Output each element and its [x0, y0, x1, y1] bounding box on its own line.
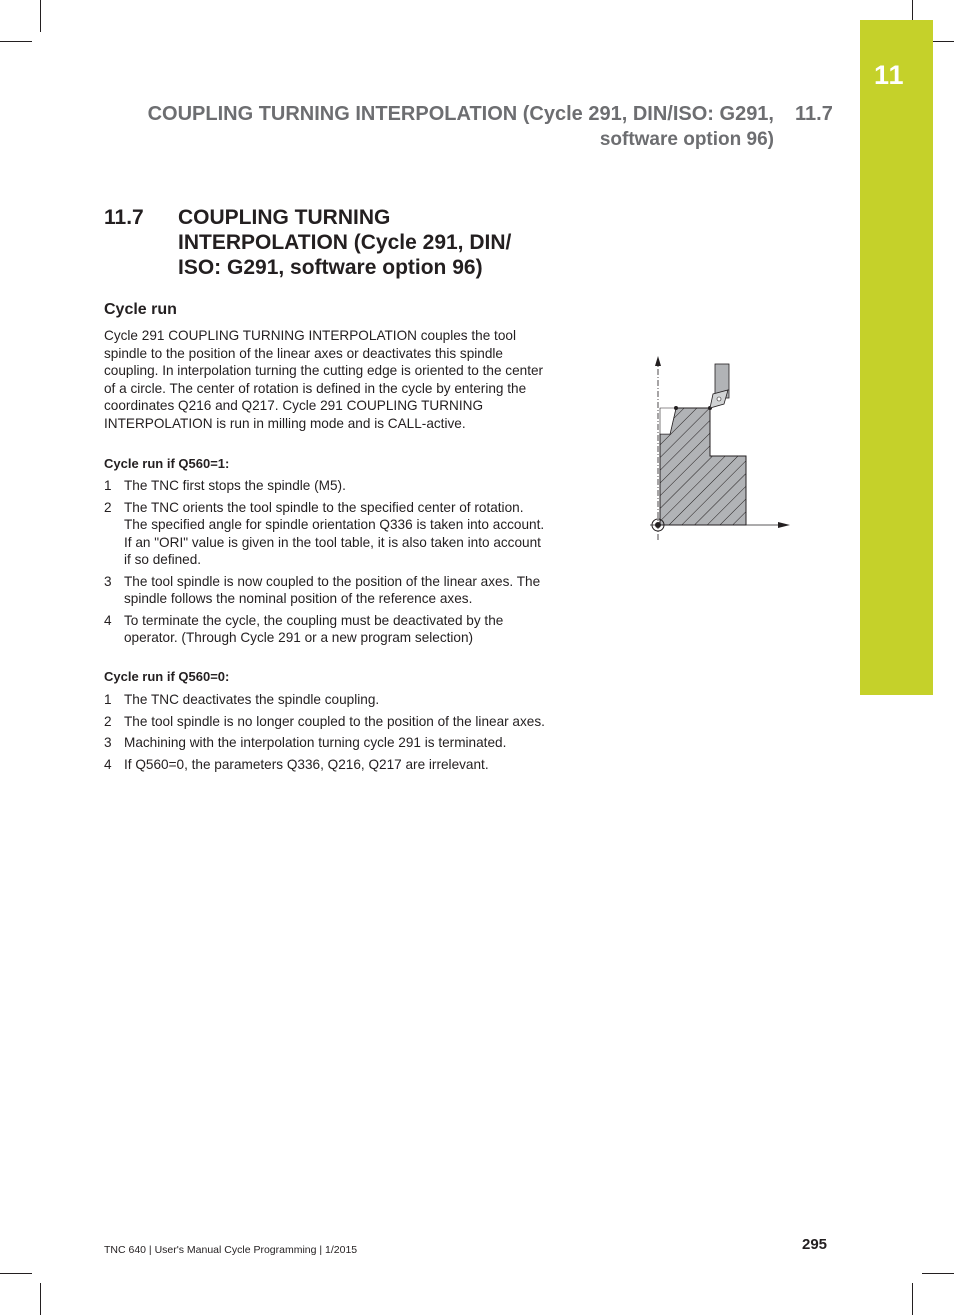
page-number: 295 [802, 1236, 828, 1253]
crop-mark [0, 41, 32, 42]
step-text: The tool spindle is no longer coupled to the position of the linear axes. [124, 713, 545, 729]
section-number: 11.7 [104, 206, 144, 229]
vertical-axis-arrow [655, 356, 661, 366]
run-q0-steps [104, 691, 549, 777]
crop-mark [0, 1273, 32, 1274]
step-number: 3 [104, 735, 112, 750]
step-text: The TNC first stops the spindle (M5). [124, 478, 346, 493]
list-item [104, 573, 549, 608]
step-text: Machining with the interpolation turning cycle 291 is terminated. [124, 735, 507, 750]
workpiece-hatched [660, 408, 746, 525]
running-header-line2: software option 96) [599, 129, 774, 150]
chapter-tab [860, 20, 933, 695]
run-q1-steps [104, 477, 549, 651]
running-header-line1: COUPLING TURNING INTERPOLATION (Cycle 291, DIN/ISO: G291, [147, 103, 774, 125]
step-text: To terminate the cycle, the coupling must be deactivated by the operator. (Through Cycle 291 or a new program selection) [124, 612, 504, 645]
section-title: COUPLING TURNING INTERPOLATION (Cycle 291, DIN/ ISO: G291, software option 96) [178, 206, 512, 279]
list-item [104, 499, 549, 569]
step-number: 2 [104, 499, 112, 515]
step-text: The tool spindle is now coupled to the position of the linear axes. The spindle follows the nominal position of the reference axes. [124, 573, 541, 606]
run-q1-heading: Cycle run if Q560=1: [104, 456, 230, 471]
crop-mark [912, 1283, 913, 1315]
crop-mark [40, 1283, 41, 1315]
list-item [104, 477, 549, 495]
step-text: The TNC deactivates the spindle coupling. [124, 692, 380, 707]
intro-paragraph: Cycle 291 COUPLING TURNING INTERPOLATION couples the tool spindle to the position of the linear axes or deactivates this spindle coupling. In interpolation turning the cutting edge is oriented to the center of a circle. The center of rotation is defined in the cycle by entering the coordinates Q216 and Q217. Cycle 291 COUPLING TURNING INTERPOLATION is run in milling mode and is CALL-active. [104, 328, 544, 431]
subheading: Cycle run [104, 301, 177, 318]
turning-contour-figure [640, 350, 800, 550]
step-number: 3 [104, 573, 112, 589]
contour-point [674, 406, 678, 410]
step-number: 1 [104, 478, 112, 493]
list-item [104, 713, 549, 731]
horizontal-axis-arrow [778, 522, 790, 528]
running-header-section: 11.7 [795, 103, 833, 125]
step-number: 4 [104, 756, 112, 772]
page-footer: TNC 640 | User's Manual Cycle Programming | 1/2015 [104, 1244, 358, 1256]
crop-mark [922, 1273, 954, 1274]
step-number: 4 [104, 612, 112, 628]
step-number: 1 [104, 692, 112, 707]
list-item [104, 691, 549, 709]
step-text: If Q560=0, the parameters Q336, Q216, Q217 are irrelevant. [124, 756, 489, 772]
step-text: The TNC orients the tool spindle to the specified center of rotation. The specified angle for spindle orientation Q336 is taken into account. If an "ORI" value is given in the tool table, it is also taken into account if so defined. [124, 499, 545, 567]
crop-mark [40, 0, 41, 32]
list-item [104, 734, 549, 752]
step-number: 2 [104, 713, 112, 729]
list-item [104, 756, 549, 774]
list-item [104, 612, 549, 647]
chapter-tab-number: 11 [874, 60, 905, 90]
run-q0-heading: Cycle run if Q560=0: [104, 669, 230, 684]
running-header-title [74, 102, 774, 152]
